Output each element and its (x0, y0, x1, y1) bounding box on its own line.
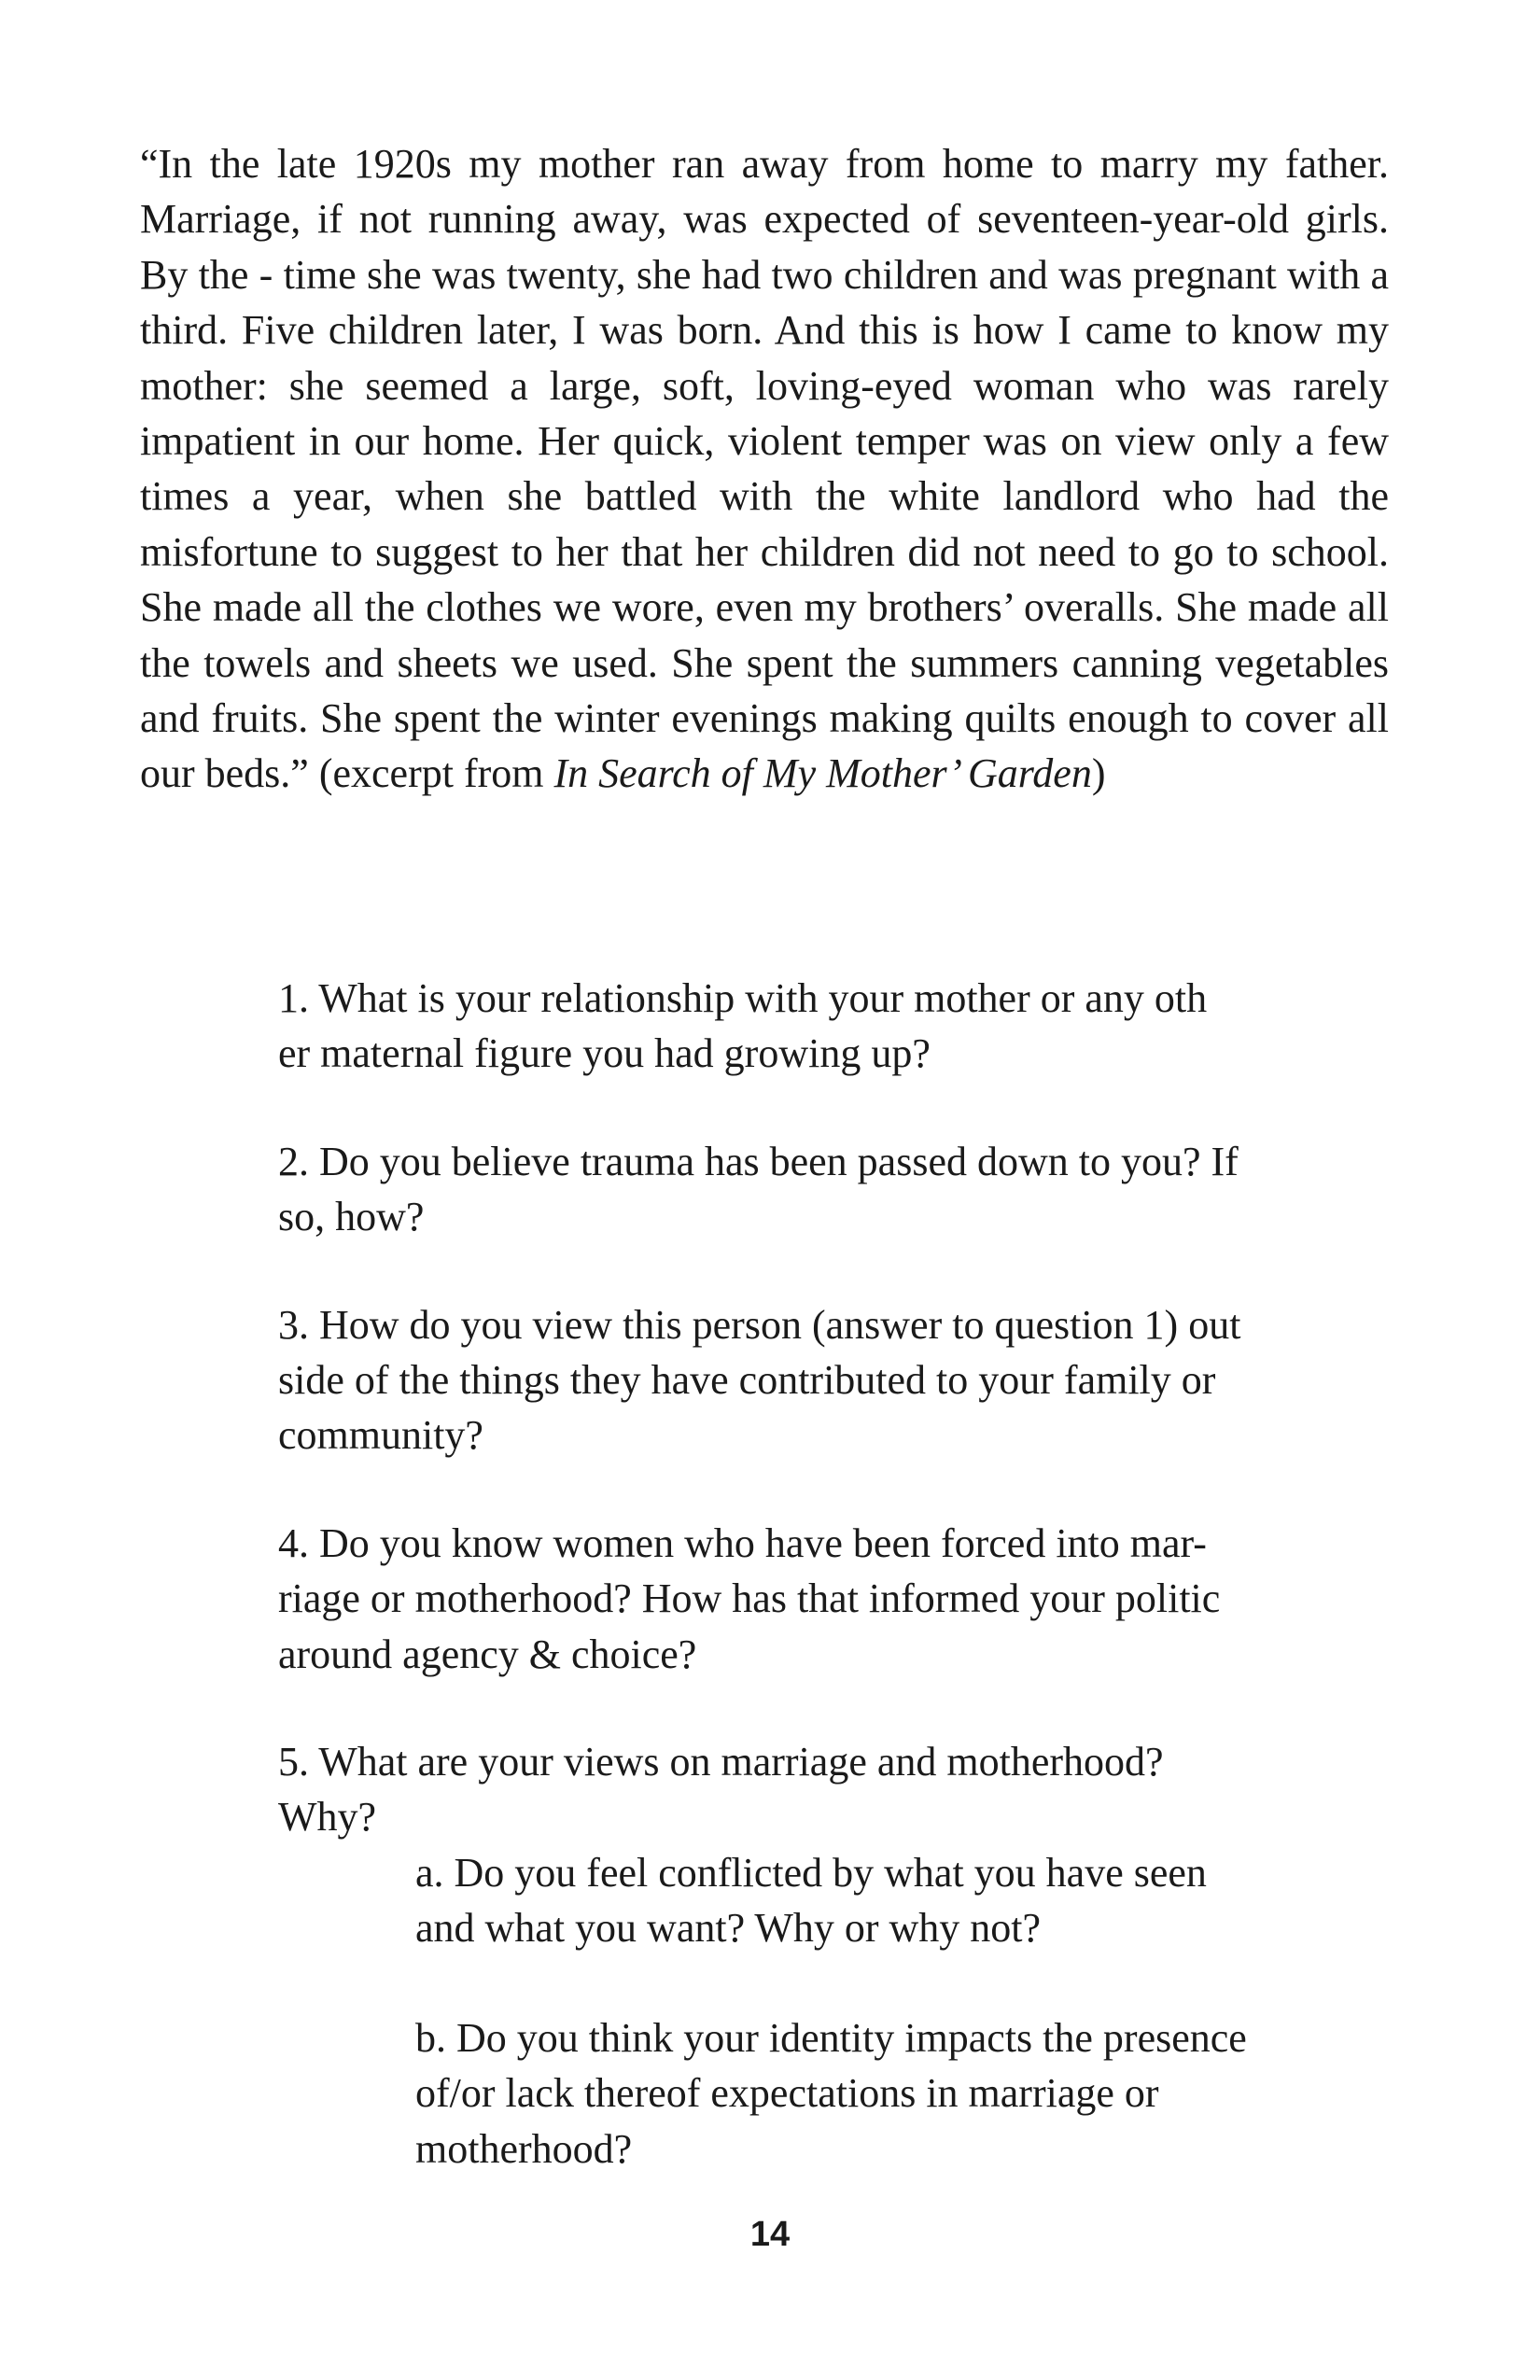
question-4-text: 4. Do you know women who have been forced into mar- riage or motherhood? How has that informed your politic around agency & choice? (278, 1519, 1221, 1677)
excerpt-text: “In the late 1920s my mother ran away from home to marry my father. Marriage, if not running away, was expected of seventeen-year-old girls. By the - time she was twenty, she had two children and was pregnant with a third. Five children later, I was born. And this is how I came to know my mother: she seemed a large, soft, loving-eyed woman who was rarely impatient in our home. Her quick, violent temper was on view only a few times a year, when she battled with the white landlord who had the misfortune to suggest to her that her children did not need to go to school. She made all the clothes we wore, even my brothers’ overalls. She made all the towels and sheets we used. She spent the summers canning vegetables and fruits. She spent the winter evenings making quilts enough to cover all our beds.” (excerpt from (140, 141, 1389, 797)
question-5-text: 5. What are your views on marriage and motherhood? Why? (278, 1739, 1164, 1841)
question-1-text: 1. What is your relationship with your mother or any oth er maternal figure you had growing up? (278, 975, 1208, 1077)
question-4 (278, 1516, 1389, 1682)
question-2-text: 2. Do you believe trauma has been passed down to you? If so, how? (278, 1138, 1239, 1240)
excerpt-source-title: In Search of My Mother’ Garden (553, 750, 1092, 797)
page-number: 14 (749, 2215, 791, 2254)
question-list (278, 971, 1389, 2229)
question-3 (278, 1297, 1389, 1463)
question-5 (278, 1734, 1389, 2177)
question-1 (278, 971, 1389, 1082)
question-5b-text: b. Do you think your identity impacts the presence of/or lack thereof expectations in marriage or motherhood? (415, 2014, 1247, 2172)
question-3-text: 3. How do you view this person (answer to question 1) out side of the things they have contributed to your family or community? (278, 1301, 1241, 1459)
excerpt-paragraph (140, 136, 1389, 802)
question-2 (278, 1134, 1389, 1245)
excerpt-source-close: ) (1091, 750, 1106, 797)
question-5a-text: a. Do you feel conflicted by what you have seen and what you want? Why or why not? (415, 1849, 1207, 1952)
